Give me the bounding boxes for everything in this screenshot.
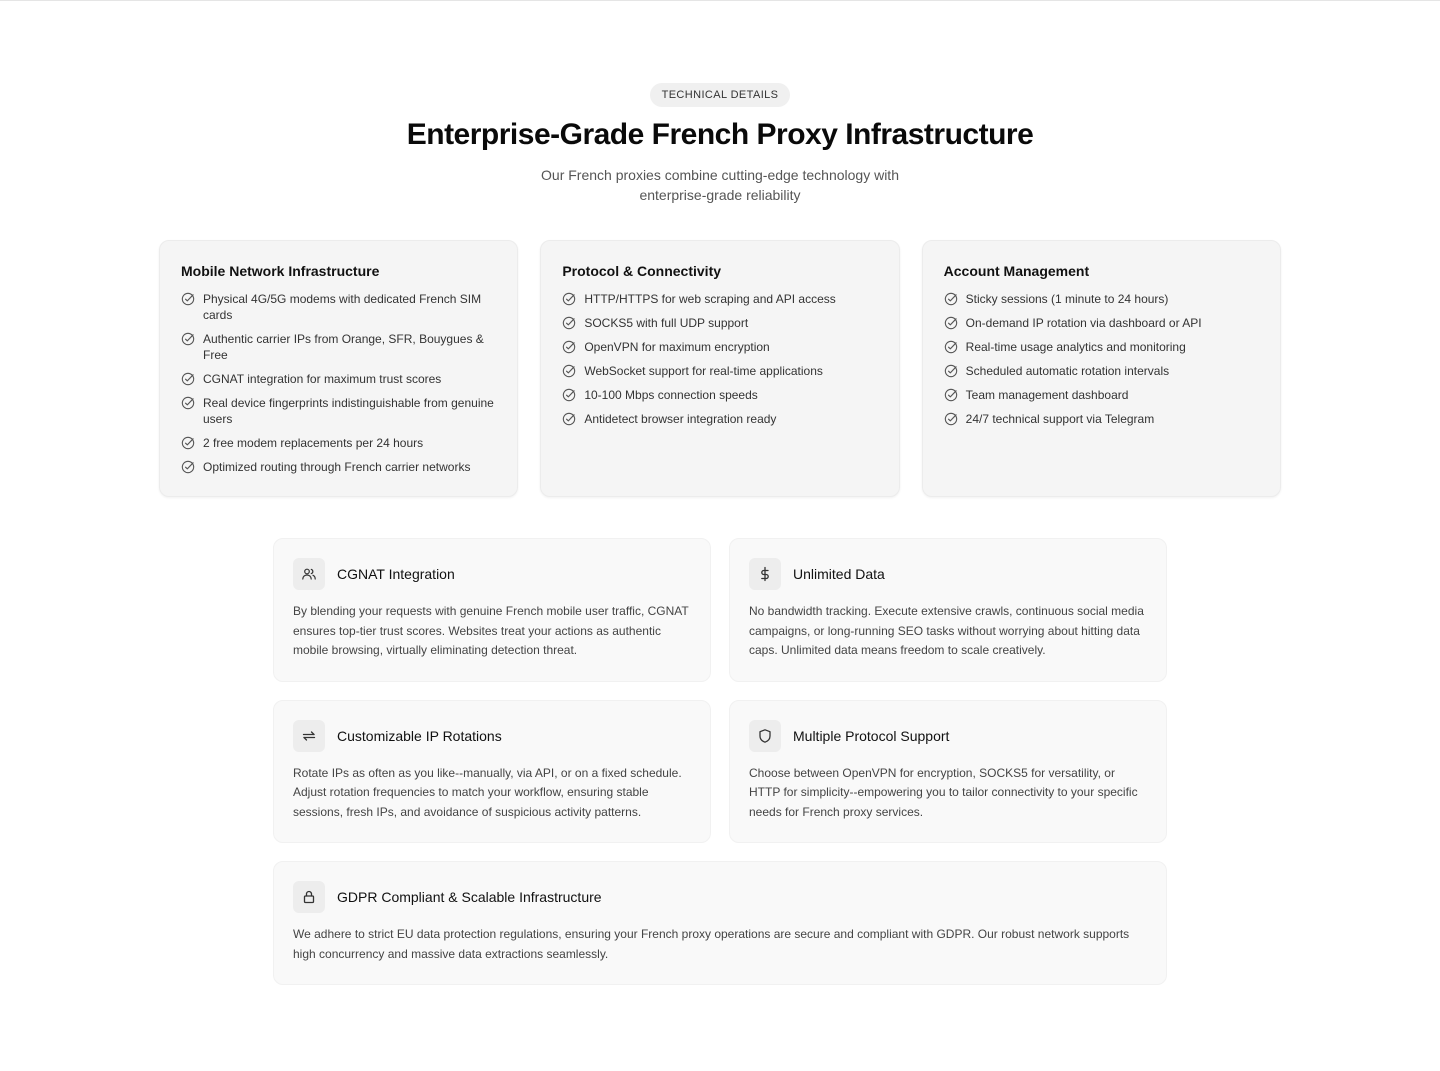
check-circle-icon	[181, 396, 195, 410]
section-header	[0, 83, 1440, 205]
tech-feature-list	[181, 291, 496, 475]
feature-card-title: Unlimited Data	[793, 566, 885, 582]
feature-row	[273, 700, 1167, 844]
tech-feature-text: Real device fingerprints indistinguishable from genuine users	[203, 396, 494, 426]
tech-card-protocol-and-connectivity	[540, 240, 899, 497]
tech-feature-item	[944, 339, 1259, 355]
tech-card-account-management	[922, 240, 1281, 497]
users-icon	[293, 558, 325, 590]
feature-card-unlimited-data	[729, 538, 1167, 682]
tech-feature-text: Authentic carrier IPs from Orange, SFR, Bouygues & Free	[203, 332, 484, 362]
tech-feature-text: Antidetect browser integration ready	[584, 412, 777, 426]
feature-card-customizable-ip-rotations	[273, 700, 711, 844]
tech-feature-text: 10-100 Mbps connection speeds	[584, 388, 758, 402]
feature-card-header	[293, 558, 690, 590]
check-circle-icon	[562, 292, 576, 306]
check-circle-icon	[562, 412, 576, 426]
tech-feature-item	[944, 387, 1259, 403]
tech-feature-item	[181, 371, 496, 387]
tech-card-title: Account Management	[943, 263, 1090, 279]
feature-card-multiple-protocol-support	[729, 700, 1167, 844]
check-circle-icon	[181, 332, 195, 346]
feature-card-gdpr-compliant-and-scalable-infrastructure	[273, 861, 1167, 985]
feature-row	[273, 538, 1167, 682]
tech-feature-item	[181, 291, 496, 323]
feature-card-title: GDPR Compliant & Scalable Infrastructure	[337, 889, 602, 905]
feature-card-header	[293, 881, 1146, 913]
tech-feature-text: CGNAT integration for maximum trust scores	[203, 372, 442, 386]
tech-feature-text: 2 free modem replacements per 24 hours	[203, 436, 424, 450]
tech-feature-text: HTTP/HTTPS for web scraping and API access	[584, 292, 836, 306]
tech-feature-text: WebSocket support for real-time applications	[584, 364, 823, 378]
tech-feature-text: SOCKS5 with full UDP support	[584, 316, 749, 330]
tech-feature-text: Real-time usage analytics and monitoring	[965, 340, 1186, 354]
dollar-icon	[749, 558, 781, 590]
check-circle-icon	[944, 388, 958, 402]
feature-card-header	[749, 558, 1146, 590]
check-circle-icon	[944, 292, 958, 306]
tech-feature-text: Team management dashboard	[965, 388, 1129, 402]
tech-feature-item	[562, 339, 877, 355]
tech-feature-text: Scheduled automatic rotation intervals	[965, 364, 1170, 378]
top-divider	[0, 0, 1440, 1]
tech-feature-item	[562, 387, 877, 403]
technical-details-grid	[159, 240, 1281, 497]
check-circle-icon	[944, 316, 958, 330]
tech-feature-item	[944, 291, 1259, 307]
feature-cards-grid	[273, 538, 1167, 1003]
tech-feature-item	[562, 291, 877, 307]
feature-card-header	[749, 720, 1146, 752]
feature-card-cgnat-integration	[273, 538, 711, 682]
check-circle-icon	[562, 316, 576, 330]
tech-feature-text: Physical 4G/5G modems with dedicated French SIM cards	[203, 292, 482, 322]
check-circle-icon	[944, 340, 958, 354]
tech-card-mobile-network-infrastructure	[159, 240, 518, 497]
check-circle-icon	[944, 364, 958, 378]
lock-icon	[293, 881, 325, 913]
tech-feature-item	[944, 363, 1259, 379]
feature-card-description: By blending your requests with genuine French mobile user traffic, CGNAT ensures top-tier trust scores. Websites treat your actions as authentic mobile browsing, virtually eliminating detection threat.	[293, 604, 689, 657]
check-circle-icon	[944, 412, 958, 426]
rotate-arrows-icon	[293, 720, 325, 752]
tech-feature-item	[562, 315, 877, 331]
tech-card-title: Protocol & Connectivity	[562, 263, 722, 279]
feature-card-title: CGNAT Integration	[337, 566, 455, 582]
section-eyebrow-badge: TECHNICAL DETAILS	[650, 83, 791, 107]
check-circle-icon	[181, 436, 195, 450]
tech-feature-text: Optimized routing through French carrier networks	[203, 460, 471, 474]
check-circle-icon	[181, 292, 195, 306]
feature-card-description: Choose between OpenVPN for encryption, SOCKS5 for versatility, or HTTP for simplicity--empowering you to tailor connectivity to your specific needs for French proxy services.	[749, 765, 1138, 819]
section-title: Enterprise-Grade French Proxy Infrastructure	[406, 118, 1034, 151]
tech-feature-item	[181, 459, 496, 475]
tech-feature-item	[181, 395, 496, 427]
shield-icon	[749, 720, 781, 752]
feature-card-title: Customizable IP Rotations	[337, 727, 502, 744]
feature-card-description: No bandwidth tracking. Execute extensive crawls, continuous social media campaigns, or long-running SEO tasks without worrying about hitting data caps. Unlimited data means freedom to scale creatively.	[749, 604, 1144, 657]
feature-card-description: We adhere to strict EU data protection regulations, ensuring your French proxy operations are secure and compliant with GDPR. Our robust network supports high concurrency and massive data extractions seamlessly.	[293, 927, 1130, 961]
tech-feature-text: 24/7 technical support via Telegram	[965, 412, 1155, 426]
feature-row	[273, 861, 1167, 985]
tech-feature-list	[562, 291, 877, 427]
check-circle-icon	[562, 340, 576, 354]
feature-card-title: Multiple Protocol Support	[793, 727, 950, 744]
tech-feature-item	[562, 411, 877, 427]
tech-feature-item	[944, 315, 1259, 331]
check-circle-icon	[562, 388, 576, 402]
feature-card-description: Rotate IPs as often as you like--manually, via API, or on a fixed schedule. Adjust rotation frequencies to match your workflow, ensuring stable sessions, fresh IPs, and avoidance of suspicious activity patterns.	[293, 765, 682, 819]
tech-feature-text: On-demand IP rotation via dashboard or API	[965, 316, 1202, 330]
check-circle-icon	[181, 460, 195, 474]
section-subtitle: Our French proxies combine cutting-edge technology with enterprise-grade reliability	[541, 167, 899, 203]
check-circle-icon	[181, 372, 195, 386]
feature-card-header	[293, 720, 690, 752]
check-circle-icon	[562, 364, 576, 378]
tech-feature-text: OpenVPN for maximum encryption	[584, 340, 770, 354]
tech-feature-list	[944, 291, 1259, 427]
tech-feature-item	[562, 363, 877, 379]
tech-feature-text: Sticky sessions (1 minute to 24 hours)	[965, 292, 1169, 306]
tech-card-title: Mobile Network Infrastructure	[181, 263, 380, 279]
tech-feature-item	[944, 411, 1259, 427]
tech-feature-item	[181, 435, 496, 451]
tech-feature-item	[181, 331, 496, 363]
